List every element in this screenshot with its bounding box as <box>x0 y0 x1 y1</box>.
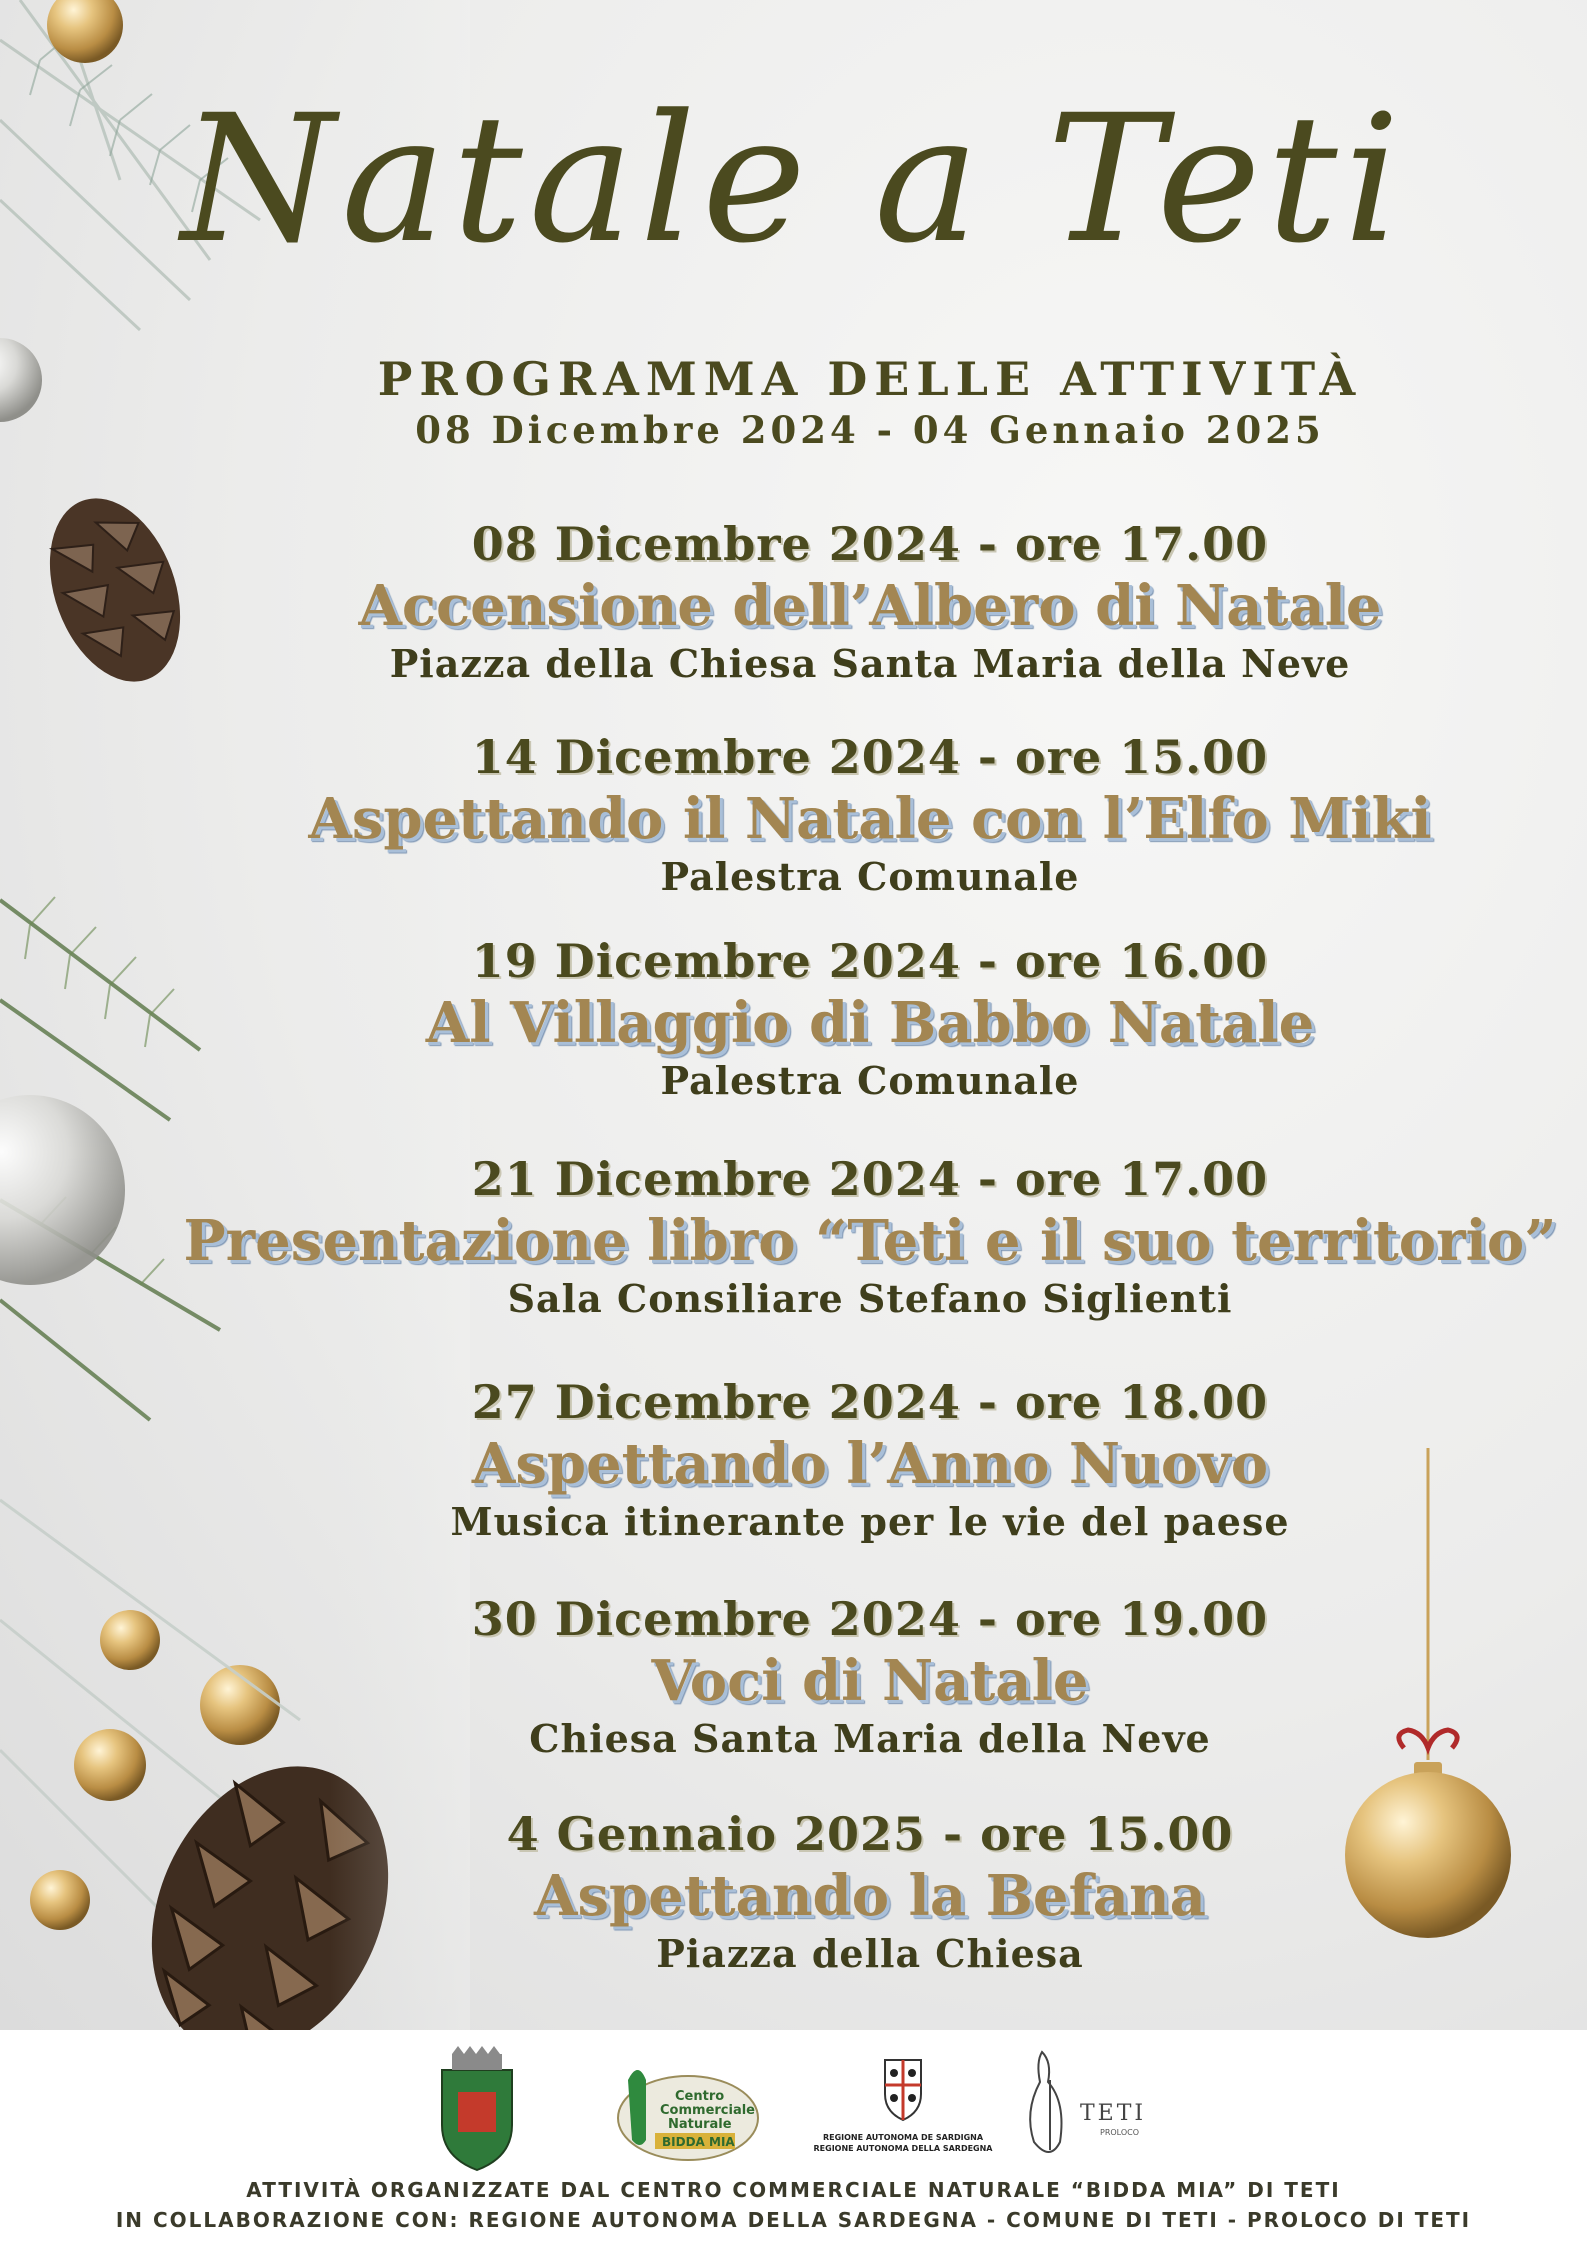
event-title: Aspettando il Natale con l’Elfo Miki <box>308 786 1432 852</box>
proloco-teti-logo <box>1030 2052 1146 2152</box>
event-item <box>150 515 1587 689</box>
event-item <box>150 932 1587 1106</box>
page-title: Natale a Teti <box>181 77 1406 282</box>
event-place: Musica itinerante per le vie del paese <box>450 1499 1290 1544</box>
event-place: Piazza della Chiesa <box>656 1931 1084 1976</box>
svg-text:TETI: TETI <box>1080 2101 1147 2126</box>
event-title: Voci di Natale <box>651 1648 1089 1714</box>
comune-teti-crest-icon <box>442 2046 512 2170</box>
gold-ornament-small-3 <box>74 1729 146 1801</box>
gold-ornament-small-4 <box>30 1870 90 1930</box>
event-date: 14 Dicembre 2024 - ore 15.00 <box>471 730 1269 784</box>
program-heading: PROGRAMMA DELLE ATTIVITÀ <box>377 352 1363 406</box>
event-title: Accensione dell’Albero di Natale <box>358 573 1382 639</box>
event-title: Al Villaggio di Babbo Natale <box>425 990 1315 1056</box>
svg-text:Centro: Centro <box>675 2089 725 2104</box>
event-place: Chiesa Santa Maria della Neve <box>529 1716 1211 1761</box>
event-date: 27 Dicembre 2024 - ore 18.00 <box>471 1375 1269 1429</box>
svg-text:REGIONE AUTONOMA DE SARDIGNA: REGIONE AUTONOMA DE SARDIGNA <box>822 2133 984 2142</box>
event-title: Aspettando l’Anno Nuovo <box>471 1431 1269 1497</box>
event-title: Aspettando la Befana <box>534 1863 1206 1929</box>
silver-ornament-left <box>0 338 42 422</box>
svg-text:Commerciale: Commerciale <box>660 2103 755 2118</box>
program-date-range: 08 Dicembre 2024 - 04 Gennaio 2025 <box>415 408 1325 452</box>
event-date: 30 Dicembre 2024 - ore 19.00 <box>471 1592 1269 1646</box>
svg-text:BIDDA MIA: BIDDA MIA <box>662 2135 735 2149</box>
collaboration-credit: IN COLLABORAZIONE CON: REGIONE AUTONOMA DELLA SARDEGNA - COMUNE DI TETI - PROLOCO DI TETI <box>115 2208 1472 2232</box>
svg-text:PROLOCO: PROLOCO <box>1100 2128 1140 2137</box>
event-date: 4 Gennaio 2025 - ore 15.00 <box>506 1807 1234 1861</box>
event-place: Piazza della Chiesa Santa Maria della Neve <box>389 641 1351 686</box>
svg-text:REGIONE AUTONOMA DELLA SARDEGN: REGIONE AUTONOMA DELLA SARDEGNA <box>813 2144 993 2153</box>
sponsor-logos <box>0 2040 1587 2180</box>
event-place: Palestra Comunale <box>660 1058 1080 1103</box>
event-item <box>150 1150 1587 1324</box>
silver-ornament-middle <box>0 1095 125 1285</box>
event-item <box>150 1805 1587 1979</box>
event-title: Presentazione libro “Teti e il suo territorio” <box>183 1208 1557 1274</box>
event-place: Sala Consiliare Stefano Siglienti <box>507 1276 1233 1321</box>
event-item <box>150 728 1587 902</box>
event-date: 21 Dicembre 2024 - ore 17.00 <box>471 1152 1269 1206</box>
event-item <box>150 1590 1587 1764</box>
organizer-credit: ATTIVITÀ ORGANIZZATE DAL CENTRO COMMERCIALE NATURALE “BIDDA MIA” DI TETI <box>246 2178 1341 2202</box>
event-item <box>150 1373 1587 1547</box>
svg-text:Naturale: Naturale <box>668 2117 732 2132</box>
event-place: Palestra Comunale <box>660 854 1080 899</box>
event-date: 08 Dicembre 2024 - ore 17.00 <box>471 517 1269 571</box>
ccn-bidda-mia-logo <box>618 2070 758 2160</box>
event-date: 19 Dicembre 2024 - ore 16.00 <box>471 934 1269 988</box>
regione-sardegna-logo <box>814 2060 994 2153</box>
